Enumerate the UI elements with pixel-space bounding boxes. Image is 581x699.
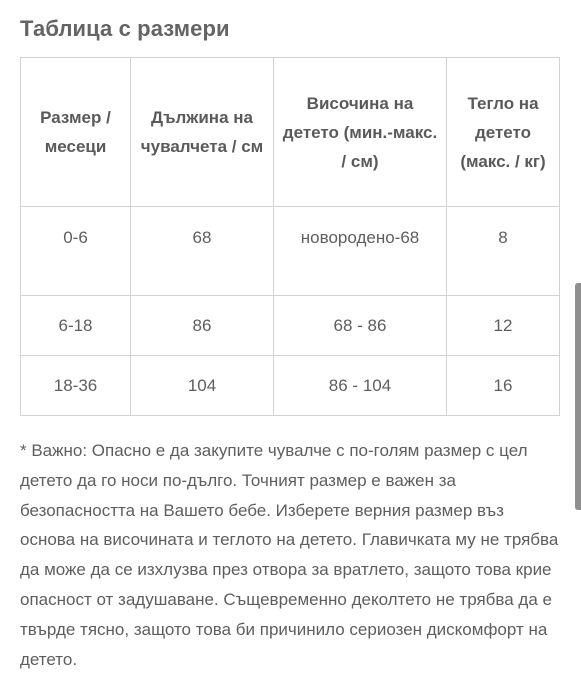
table-header-row: [21, 58, 560, 207]
page-title: Таблица с размери: [20, 16, 230, 41]
scrollbar[interactable]: [575, 283, 581, 510]
table-row: [21, 296, 560, 356]
cell-weight: 8: [447, 207, 560, 296]
cell-size: 18-36: [21, 356, 131, 416]
cell-height: новородено-68: [274, 207, 447, 296]
header-size: Размер / месеци: [21, 58, 131, 207]
size-table: [20, 57, 560, 416]
table-row: [21, 207, 560, 296]
header-height: Височина на детето (мин.-макс. / см): [274, 58, 447, 207]
cell-weight: 12: [447, 296, 560, 356]
cell-height: 68 - 86: [274, 296, 447, 356]
safety-note: * Важно: Опасно е да закупите чувалче с по-голям размер с цел детето да го носи по-дълго. Точният размер е важен за безопасността на Вашето бебе. Изберете верния размер въз основа на височината и теглото на детето. Главичката му не трябва да може да се изхлузва през отвора за вратлето, защото това крие опасност от задушаване. Същевременно деколтето не трябва да е твърде тясно, защото това би причинило сериозен дискомфорт на детето.: [20, 441, 559, 669]
table-row: [21, 356, 560, 416]
cell-height: 86 - 104: [274, 356, 447, 416]
cell-length: 104: [131, 356, 274, 416]
header-weight: Тегло на детето (макс. / кг): [447, 58, 560, 207]
cell-weight: 16: [447, 356, 560, 416]
cell-size: 6-18: [21, 296, 131, 356]
header-length: Дължина на чувалчета / см: [131, 58, 274, 207]
cell-length: 68: [131, 207, 274, 296]
cell-length: 86: [131, 296, 274, 356]
cell-size: 0-6: [21, 207, 131, 296]
